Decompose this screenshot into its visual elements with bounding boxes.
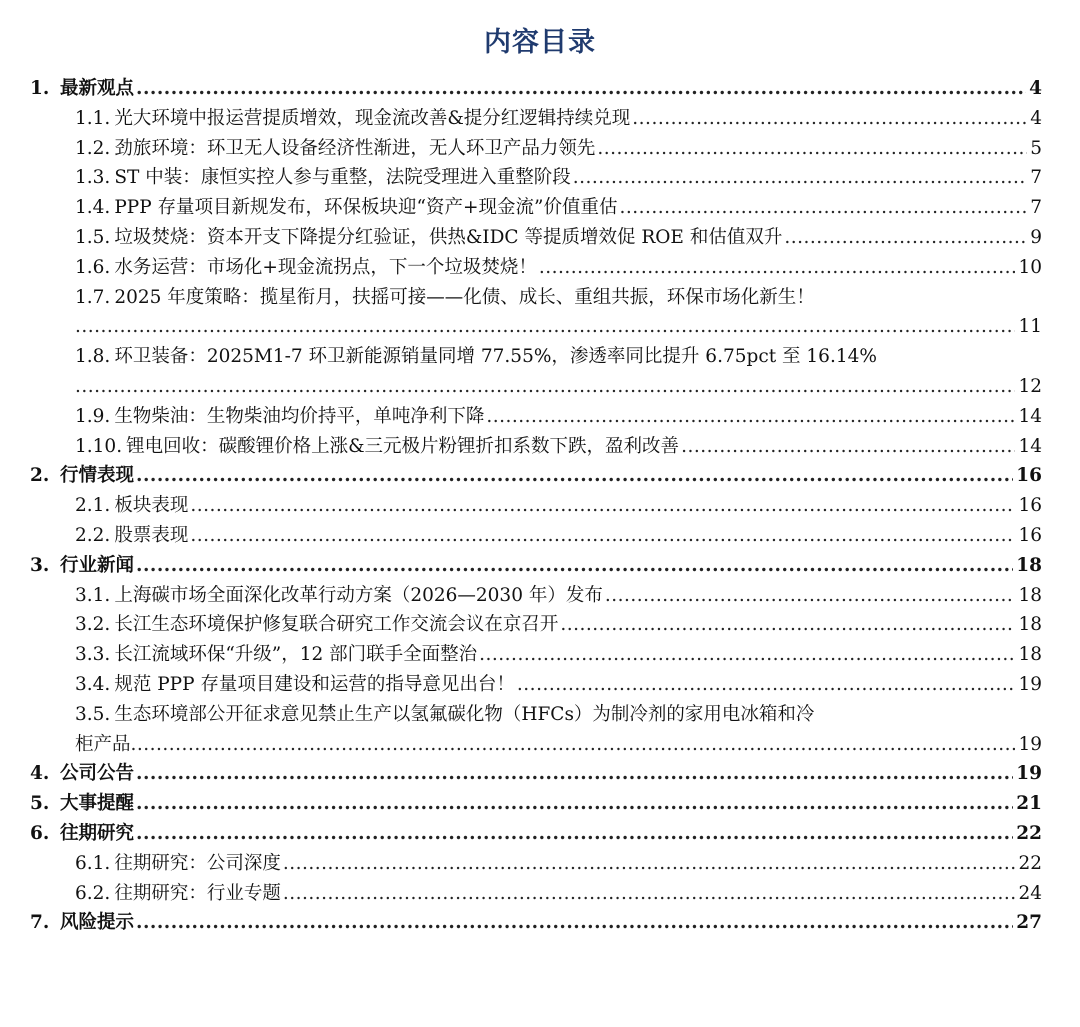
toc-entry-title: 大事提醒 (60, 793, 135, 815)
toc-entry-title: 公司公告 (60, 763, 135, 785)
toc-entry-number: 3.2. (75, 614, 111, 636)
toc-entry-6-1[interactable] (30, 849, 1042, 879)
toc-entry-page: 9 (1030, 226, 1042, 248)
dot-leader (136, 74, 1026, 104)
toc-entry-page: 4 (1029, 78, 1042, 99)
table-of-contents (30, 74, 1042, 938)
toc-entry-6-2[interactable] (30, 879, 1042, 909)
dot-leader (136, 789, 1013, 819)
dot-leader (517, 670, 1016, 700)
toc-entry-page: 5 (1030, 137, 1042, 159)
toc-entry-2-2[interactable] (30, 521, 1042, 551)
toc-entry-3-4[interactable] (30, 670, 1042, 700)
toc-entry-number: 1.2. (75, 137, 111, 159)
toc-entry-number: 1.9. (75, 405, 111, 427)
toc-entry-title: 垃圾焚烧：资本开支下降提分红验证，供热&IDC 等提质增效促 ROE 和估值双升 (114, 226, 783, 248)
toc-entry-1-7-continuation[interactable] (30, 312, 1042, 342)
toc-entry-number: 6.1. (75, 852, 111, 874)
toc-entry-page: 21 (1016, 793, 1042, 815)
toc-entry-title: 规范 PPP 存量项目建设和运营的指导意见出台！ (114, 673, 515, 695)
toc-entry-page: 12 (1018, 375, 1042, 397)
toc-entry-2[interactable] (30, 461, 1042, 491)
toc-entry-number: 7. (30, 912, 50, 934)
toc-entry-title: 长江生态环境保护修复联合研究工作交流会议在京召开 (114, 614, 559, 636)
dot-leader (573, 163, 1028, 193)
toc-entry-number: 3.3. (75, 644, 111, 666)
toc-entry-1-2[interactable] (30, 134, 1042, 164)
toc-entry-title: 生物柴油：生物柴油均价持平，单吨净利下降 (114, 405, 485, 427)
dot-leader (283, 849, 1016, 879)
toc-entry-2-1[interactable] (30, 491, 1042, 521)
toc-entry-number: 1.5. (75, 226, 111, 248)
toc-entry-title: 最新观点 (60, 78, 135, 99)
dot-leader (597, 134, 1027, 164)
dot-leader (784, 223, 1027, 253)
toc-entry-page: 24 (1018, 882, 1042, 904)
toc-entry-number: 1.7. (75, 286, 111, 308)
toc-entry-page: 7 (1030, 167, 1042, 189)
toc-title: 内容目录 (484, 27, 596, 58)
toc-entry-page: 19 (1016, 763, 1042, 785)
toc-entry-1-1[interactable] (30, 104, 1042, 134)
toc-entry-title: 板块表现 (114, 495, 189, 517)
toc-entry-number: 4. (30, 763, 50, 785)
toc-entry-page: 14 (1018, 435, 1042, 457)
toc-entry-page: 18 (1018, 584, 1042, 606)
toc-entry-3-5[interactable] (30, 700, 1042, 730)
toc-entry-1-8-continuation[interactable] (30, 372, 1042, 402)
toc-entry-page: 18 (1018, 644, 1042, 666)
dot-leader (75, 312, 1015, 342)
toc-entry-title: 环卫装备：2025M1-7 环卫新能源销量同增 77.55%，渗透率同比提升 6.75pct 至 16.14% (114, 346, 877, 368)
toc-entry-page: 16 (1016, 465, 1042, 487)
toc-entry-page: 7 (1030, 197, 1042, 219)
toc-entry-page: 19 (1018, 733, 1042, 755)
toc-entry-title: 劲旅环境：环卫无人设备经济性渐进，无人环卫产品力领先 (114, 137, 596, 159)
toc-entry-title: 往期研究 (60, 822, 135, 844)
toc-entry-number: 3.4. (75, 673, 111, 695)
dot-leader (283, 879, 1016, 909)
toc-entry-number: 6. (30, 822, 50, 844)
toc-entry-page: 14 (1018, 405, 1042, 427)
dot-leader (479, 640, 1015, 670)
toc-entry-1-3[interactable] (30, 163, 1042, 193)
toc-entry-1-8[interactable] (30, 342, 1042, 372)
dot-leader (136, 759, 1013, 789)
dot-leader (539, 253, 1016, 283)
toc-entry-number: 2.1. (75, 495, 111, 517)
dot-leader (136, 461, 1013, 491)
dot-leader (136, 819, 1013, 849)
toc-entry-1-5[interactable] (30, 223, 1042, 253)
toc-entry-7[interactable] (30, 908, 1042, 938)
toc-entry-title: 2025 年度策略：揽星衔月，扶摇可接——化债、成长、重组共振，环保市场化新生！ (114, 286, 815, 308)
dot-leader (681, 432, 1015, 462)
toc-entry-title: 光大环境中报运营提质增效，现金流改善&提分红逻辑持续兑现 (114, 107, 631, 129)
toc-entry-number: 2.2. (75, 524, 111, 546)
toc-entry-title: 风险提示 (60, 912, 135, 934)
toc-entry-title: 行业新闻 (60, 554, 135, 576)
toc-entry-number: 1.4. (75, 197, 111, 219)
toc-entry-title: 上海碳市场全面深化改革行动方案（2026—2030 年）发布 (114, 584, 603, 606)
toc-entry-4[interactable] (30, 759, 1042, 789)
toc-entry-1-10[interactable] (30, 432, 1042, 462)
toc-entry-3-1[interactable] (30, 581, 1042, 611)
toc-entry-title: 长江流域环保“升级”，12 部门联手全面整治 (114, 644, 478, 666)
toc-entry-title: 水务运营：市场化+现金流拐点，下一个垃圾焚烧！ (114, 256, 537, 278)
toc-entry-number: 1.8. (75, 346, 111, 368)
toc-entry-page: 16 (1018, 524, 1042, 546)
toc-entry-1-7[interactable] (30, 283, 1042, 313)
toc-entry-number: 3.5. (75, 703, 111, 725)
toc-entry-number: 1. (30, 78, 50, 99)
toc-entry-page: 19 (1018, 673, 1042, 695)
toc-entry-title: 股票表现 (114, 524, 189, 546)
toc-entry-number: 5. (30, 793, 50, 815)
toc-entry-3[interactable] (30, 551, 1042, 581)
toc-entry-1-4[interactable] (30, 193, 1042, 223)
toc-entry-page: 16 (1018, 495, 1042, 517)
toc-entry-1[interactable] (30, 74, 1042, 104)
toc-entry-title: PPP 存量项目新规发布，环保板块迎“资产+现金流”价值重估 (114, 197, 618, 219)
toc-entry-title-continued: 柜产品 (75, 733, 131, 755)
toc-entry-1-6[interactable] (30, 253, 1042, 283)
toc-entry-page: 18 (1018, 614, 1042, 636)
dot-leader (605, 581, 1016, 611)
toc-entry-title: ST 中装：康恒实控人参与重整，法院受理进入重整阶段 (114, 167, 571, 189)
dot-leader (136, 551, 1013, 581)
dot-leader (632, 104, 1027, 134)
toc-entry-number: 1.10. (75, 435, 123, 457)
toc-entry-page: 10 (1018, 256, 1042, 278)
toc-entry-number: 1.1. (75, 107, 111, 129)
dot-leader (486, 402, 1015, 432)
toc-entry-number: 1.6. (75, 256, 111, 278)
toc-entry-number: 6.2. (75, 882, 111, 904)
toc-entry-page: 11 (1018, 316, 1042, 338)
toc-entry-3-3[interactable] (30, 640, 1042, 670)
dot-leader (619, 193, 1027, 223)
dot-leader (131, 730, 1016, 760)
dot-leader (560, 610, 1015, 640)
toc-entry-number: 3. (30, 554, 50, 576)
toc-entry-6[interactable] (30, 819, 1042, 849)
toc-entry-number: 1.3. (75, 167, 111, 189)
toc-entry-page: 4 (1030, 107, 1042, 129)
toc-entry-page: 18 (1016, 554, 1042, 576)
toc-entry-3-2[interactable] (30, 610, 1042, 640)
toc-entry-title: 锂电回收：碳酸锂价格上涨&三元极片粉锂折扣系数下跌，盈利改善 (126, 435, 680, 457)
toc-entry-page: 22 (1016, 822, 1042, 844)
dot-leader (136, 908, 1013, 938)
toc-entry-title: 生态环境部公开征求意见禁止生产以氢氟碳化物（HFCs）为制冷剂的家用电冰箱和冷 (114, 703, 815, 725)
toc-entry-page: 22 (1018, 852, 1042, 874)
toc-entry-number: 3.1. (75, 584, 111, 606)
toc-entry-title: 往期研究：行业专题 (114, 882, 281, 904)
toc-entry-title: 往期研究：公司深度 (114, 852, 281, 874)
toc-entry-page: 27 (1016, 912, 1042, 934)
toc-entry-5[interactable] (30, 789, 1042, 819)
toc-entry-title: 行情表现 (60, 465, 135, 487)
dot-leader (75, 372, 1015, 402)
dot-leader (190, 491, 1015, 521)
toc-entry-3-5-continuation[interactable] (30, 730, 1042, 760)
toc-entry-number: 2. (30, 465, 50, 487)
toc-entry-1-9[interactable] (30, 402, 1042, 432)
dot-leader (190, 521, 1015, 551)
